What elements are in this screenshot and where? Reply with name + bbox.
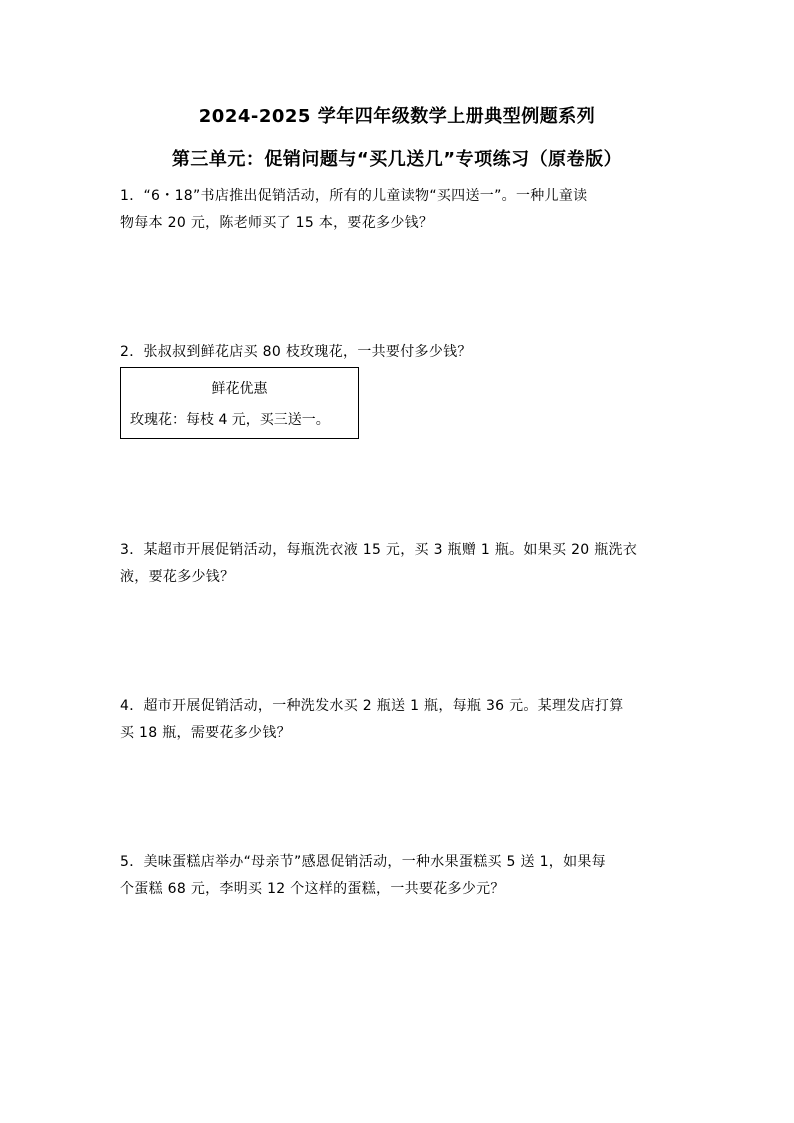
flower-promo-box <box>120 367 359 439</box>
question-3 <box>120 537 680 591</box>
question-4 <box>120 693 680 747</box>
question-5-line-2: 个蛋糕 68 元，李明买 12 个这样的蛋糕，一共要花多少元？ <box>120 881 505 897</box>
promo-box-title: 鲜花优惠 <box>211 381 268 397</box>
question-1 <box>120 183 680 237</box>
question-2-line-1: 2．张叔叔到鲜花店买 80 枝玫瑰花，一共要付多少钱？ <box>120 344 472 360</box>
question-3-line-2: 液，要花多少钱？ <box>120 569 235 585</box>
question-3-line-1: 3．某超市开展促销活动，每瓶洗衣液 15 元，买 3 瓶赠 1 瓶。如果买 20 瓶洗衣 <box>120 542 638 558</box>
question-4-line-1: 4．超市开展促销活动，一种洗发水买 2 瓶送 1 瓶，每瓶 36 元。某理发店打算 <box>120 698 624 714</box>
question-1-line-2: 物每本 20 元，陈老师买了 15 本，要花多少钱？ <box>120 215 434 231</box>
question-4-line-2: 买 18 瓶，需要花多少钱？ <box>120 725 291 741</box>
page-subtitle: 第三单元：促销问题与“买几送几”专项练习（原卷版） <box>171 149 623 170</box>
promo-box-text: 玫瑰花：每枝 4 元，买三送一。 <box>130 412 330 428</box>
question-2 <box>120 339 680 366</box>
page-title: 2024-2025 学年四年级数学上册典型例题系列 <box>198 106 596 127</box>
question-1-line-1: 1．“6・18”书店推出促销活动，所有的儿童读物“买四送一”。一种儿童读 <box>120 188 588 204</box>
question-5-line-1: 5．美味蛋糕店举办“母亲节”感恩促销活动，一种水果蛋糕买 5 送 1，如果每 <box>120 854 606 870</box>
question-5 <box>120 849 680 903</box>
